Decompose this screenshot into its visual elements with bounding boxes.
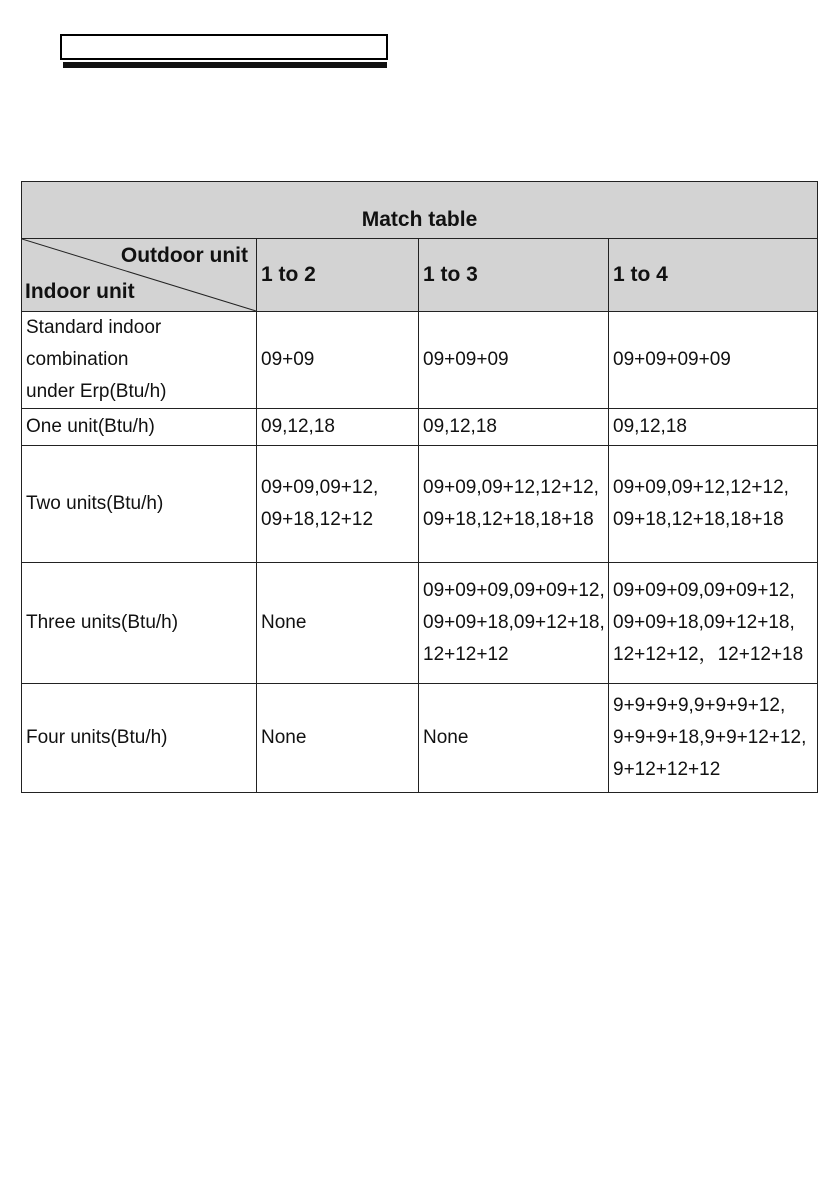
table-cell: 09+09,09+12,12+12, 09+18,12+18,18+18 [609,446,818,563]
row-label: Standard indoor combination under Erp(Btu/h) [22,312,257,409]
table-cell: None [419,684,609,793]
row-label: Four units(Btu/h) [22,684,257,793]
table-cell: 09+09+09+09 [609,312,818,409]
row-label: Two units(Btu/h) [22,446,257,563]
header-box [60,34,388,60]
column-header-1-to-4: 1 to 4 [609,239,818,312]
column-header-1-to-2: 1 to 2 [257,239,419,312]
table-row [22,563,818,684]
table-row [22,312,818,409]
match-table [21,181,818,793]
indoor-unit-label: Indoor unit [25,280,135,303]
column-header-1-to-3: 1 to 3 [419,239,609,312]
table-row [22,684,818,793]
table-cell: 9+9+9+9,9+9+9+12, 9+9+9+18,9+9+12+12, 9+12+12+12 [609,684,818,793]
table-caption: Match table [22,182,818,239]
table-row [22,409,818,446]
table-cell: 09+09+09 [419,312,609,409]
table-cell: 09,12,18 [609,409,818,446]
table-cell: 09+09 [257,312,419,409]
table-cell: None [257,563,419,684]
table-cell: 09+09+09,09+09+12, 09+09+18,09+12+18, 12+12+12，12+12+18 [609,563,818,684]
row-label: One unit(Btu/h) [22,409,257,446]
row-label: Three units(Btu/h) [22,563,257,684]
table-cell: 09+09,09+12,12+12, 09+18,12+18,18+18 [419,446,609,563]
header-shadow [63,62,387,68]
table-cell: None [257,684,419,793]
outdoor-unit-label: Outdoor unit [120,244,248,267]
corner-header [22,239,257,312]
table-cell: 09,12,18 [419,409,609,446]
table-cell: 09+09,09+12, 09+18,12+12 [257,446,419,563]
table-cell: 09,12,18 [257,409,419,446]
table-cell: 09+09+09,09+09+12, 09+09+18,09+12+18, 12+12+12 [419,563,609,684]
table-row [22,446,818,563]
